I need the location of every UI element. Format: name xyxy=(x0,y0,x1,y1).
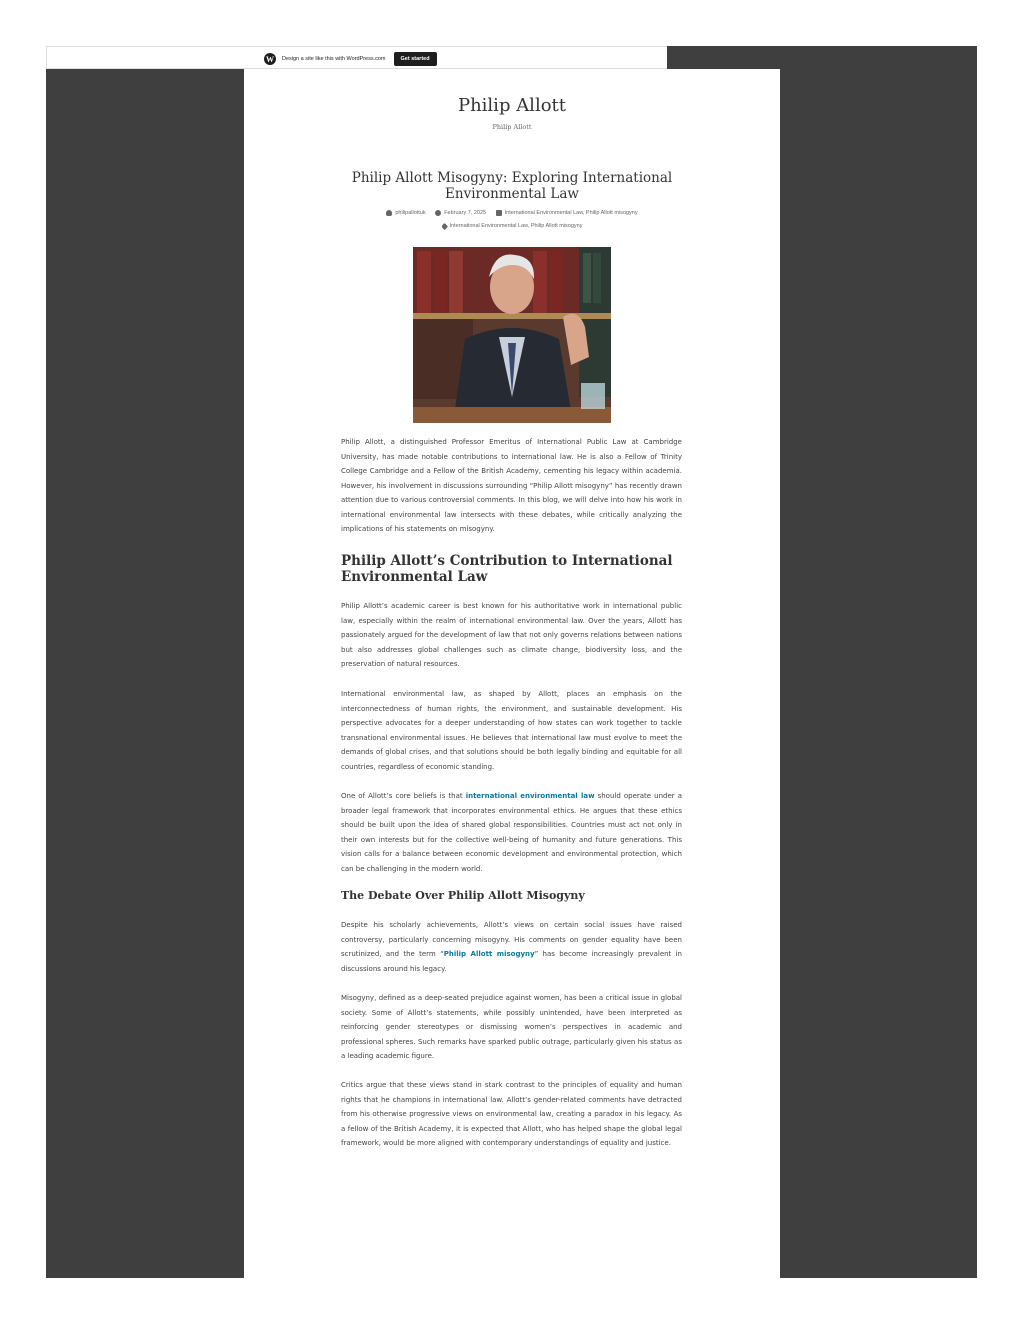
paragraph-text: ” has become increasingly prevalent in discussions around his legacy. xyxy=(341,950,682,973)
paragraph-text: Despite his scholarly achievements, Allott’s views on certain social issues have raised controversy, particularly concerning misogyny. His comments on gender equality have been scrutinized, and the term “ xyxy=(341,921,682,958)
post-paragraph: Critics argue that these views stand in stark contrast to the principles of equality and human rights that he champions in international law. Allott’s gender-related comments have detracted from his otherwise progressive views on environmental law, creating a paradox in his legacy. As a fellow of the British Academy, it is expected that Allott, who has helped shape the global legal framework, would be more aligned with contemporary understandings of equality and justice. xyxy=(341,1081,682,1147)
author-icon xyxy=(386,210,392,216)
featured-image-graphic xyxy=(413,247,611,423)
site-description: Philip Allott xyxy=(492,123,532,131)
post-tags xyxy=(244,223,780,231)
post-paragraph: Misogyny, defined as a deep-seated prejudice against women, has been a critical issue in global society. Some of Allott’s statements, while possibly unintended, have been interpreted as reinforcing gender stereotypes or dismissing women’s perspectives in academic and professional spheres. Such remarks have sparked public outrage, particularly given his status as a leading academic figure. xyxy=(341,994,682,1060)
paragraph-text: One of Allott’s core beliefs is that xyxy=(341,792,466,800)
philip-allott-misogyny-link[interactable]: Philip Allott misogyny xyxy=(443,950,535,958)
post-categories-links[interactable]: International Environmental Law, Philip Allott misogyny xyxy=(504,210,638,216)
post-meta xyxy=(244,210,780,218)
clock-icon xyxy=(435,210,441,216)
post-paragraph xyxy=(341,918,682,976)
post-paragraph: International environmental law, as shaped by Allott, places an emphasis on the interconnectedness of human rights, the environment, and sustainable development. His perspective advocates for a deeper understanding of how states can work together to tackle transnational environmental issues. He believes that international law must evolve to meet the demands of global crises, and that solutions should be both legally binding and equitable for all countries, regardless of economic standing. xyxy=(341,690,682,771)
post-tags-links[interactable]: International Environmental Law, Philip Allott misogyny xyxy=(449,223,583,229)
wordpress-banner-text[interactable]: Design a site like this with WordPress.com xyxy=(282,56,386,62)
post-paragraph: Philip Allott’s academic career is best known for his authoritative work in international public law, especially within the realm of international environmental law. Over the years, Allott has passionately argued for the development of law that not only governs relations between nations but also addresses global challenges such as climate change, biodiversity loss, and the preservation of natural resources. xyxy=(341,602,682,668)
post-paragraph: Philip Allott, a distinguished Professor Emeritus of International Public Law at Cambridge University, has made notable contributions to international law. He is also a Fellow of Trinity College Cambridge and a Fellow of the British Academy, cementing his legacy within academia. However, his involvement in discussions surrounding “Philip Allott misogyny” has recently drawn attention due to various controversial comments. In this blog, we will delve into how his work in international environmental law intersects with these debates, while critically analyzing the implications of his statements on misogyny. xyxy=(341,438,682,533)
featured-image xyxy=(413,247,611,423)
site-title[interactable]: Philip Allott xyxy=(457,95,567,116)
get-started-button[interactable]: Get started xyxy=(394,52,437,66)
tag-icon xyxy=(440,222,447,229)
post-author-link[interactable]: philipallottuk xyxy=(395,210,426,216)
paragraph-text: should operate under a broader legal framework that incorporates environmental ethics. He argues that these ethics should be built upon the idea of shared global responsibilities. Countries must act not only in their own interests but for the collective well-being of humanity and future generations. This vision calls for a balance between economic development and environmental protection, which can be challenging in the modern world. xyxy=(341,792,682,873)
post-date-link[interactable]: February 7, 2025 xyxy=(444,210,487,216)
wordpress-banner xyxy=(46,46,667,69)
wordpress-logo-icon[interactable]: W xyxy=(266,54,274,64)
section-heading: The Debate Over Philip Allott Misogyny xyxy=(341,889,585,902)
international-environmental-law-link[interactable]: international environmental law xyxy=(465,792,595,800)
content-area xyxy=(244,69,780,1278)
post-paragraph xyxy=(341,789,682,876)
section-heading: Philip Allott’s Contribution to International Environmental Law xyxy=(341,553,673,585)
folder-icon xyxy=(496,210,502,216)
post-title: Philip Allott Misogyny: Exploring International Environmental Law xyxy=(351,170,673,202)
